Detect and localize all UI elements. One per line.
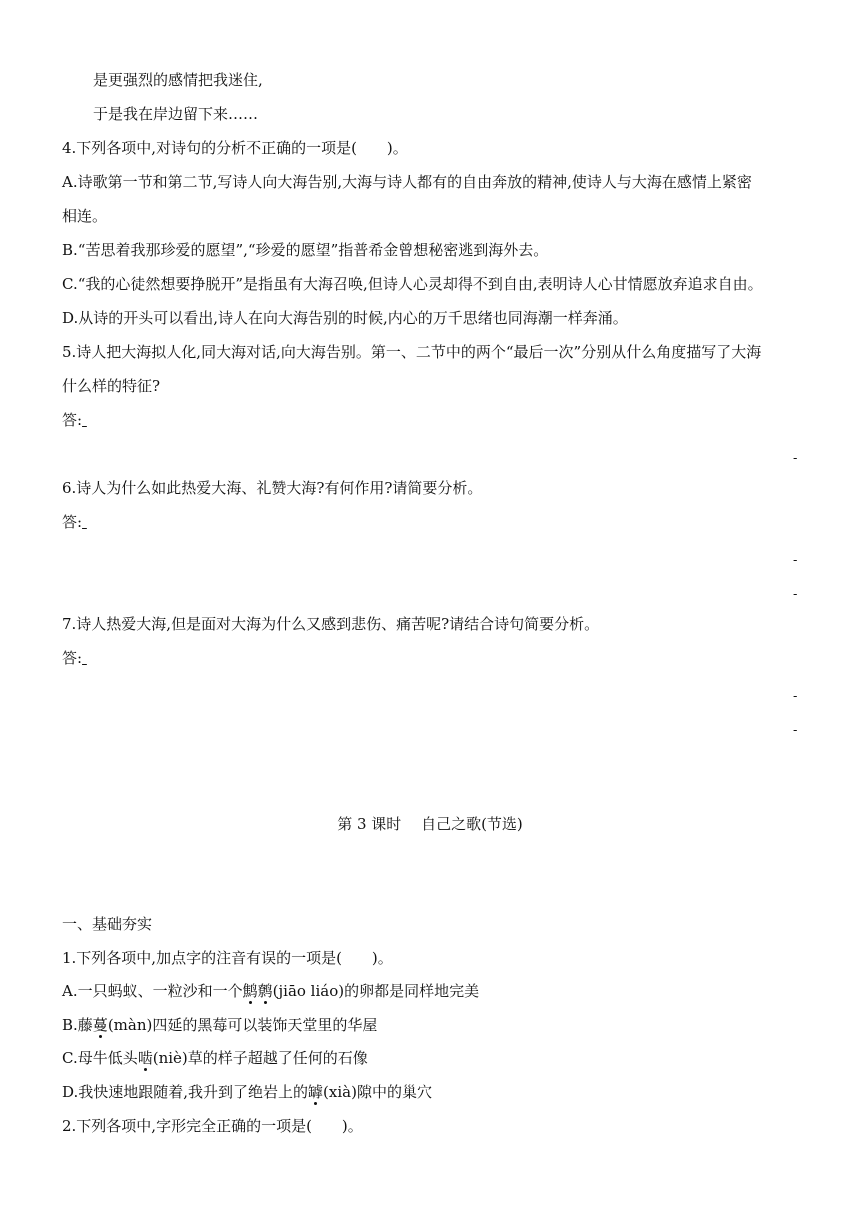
question-1-option-b: B.藤蔓(màn)四延的黑莓可以装饰天堂里的华屋 <box>62 1016 378 1034</box>
lesson-title: 第 3 课时 自己之歌(节选) <box>337 815 523 833</box>
question-5-stem-cont: 什么样的特征? <box>62 377 161 395</box>
question-1-option-c: C.母牛低头啮(niè)草的样子超越了任何的石像 <box>62 1049 368 1067</box>
question-4-option-b: B.“苦思着我那珍爱的愿望”,“珍爱的愿望”指普希金曾想秘密逃到海外去。 <box>62 241 549 259</box>
question-5-stem: 5.诗人把大海拟人化,同大海对话,向大海告别。第一、二节中的两个“最后一次”分别从什么角度描写了大海 <box>62 343 762 361</box>
question-5-answer-label: 答: <box>62 411 83 429</box>
question-6-answer-label: 答: <box>62 513 83 531</box>
dotted-char: 鹩 <box>257 982 273 1000</box>
answer-line-end: - <box>793 689 798 704</box>
dotted-char: 蔓 <box>92 1016 108 1034</box>
answer-line-end: - <box>793 587 798 602</box>
question-6-stem: 6.诗人为什么如此热爱大海、礼赞大海?有何作用?请简要分析。 <box>62 479 483 497</box>
question-7-answer-label: 答: <box>62 649 83 667</box>
question-7-stem: 7.诗人热爱大海,但是面对大海为什么又感到悲伤、痛苦呢?请结合诗句简要分析。 <box>62 615 600 633</box>
poem-line-1: 是更强烈的感情把我迷住, <box>93 71 263 89</box>
question-1-option-a: A.一只蚂蚁、一粒沙和一个鹪鹩(jiāo liáo)的卵都是同样地完美 <box>62 982 480 1000</box>
answer-line-end: - <box>793 723 798 738</box>
dotted-char: 鹪 <box>242 982 258 1000</box>
question-1-option-d: D.我快速地跟随着,我升到了绝岩上的罅(xià)隙中的巢穴 <box>62 1083 432 1101</box>
question-4-stem: 4.下列各项中,对诗句的分析不正确的一项是( )。 <box>62 139 408 157</box>
question-4-option-c: C.“我的心徒然想要挣脱开”是指虽有大海召唤,但诗人心灵却得不到自由,表明诗人心甘情愿放弃追求自由。 <box>62 275 763 293</box>
question-4-option-a-cont: 相连。 <box>62 207 108 225</box>
question-1-stem: 1.下列各项中,加点字的注音有误的一项是( )。 <box>62 949 393 967</box>
question-4-option-d: D.从诗的开头可以看出,诗人在向大海告别的时候,内心的万千思绪也同海潮一样奔涌。 <box>62 309 628 327</box>
section-heading: 一、基础夯实 <box>62 915 153 933</box>
question-2-stem: 2.下列各项中,字形完全正确的一项是( )。 <box>62 1117 363 1135</box>
question-4-option-a: A.诗歌第一节和第二节,写诗人向大海告别,大海与诗人都有的自由奔放的精神,使诗人与大海在感情上紧密 <box>62 173 752 191</box>
dotted-char: 罅 <box>308 1083 324 1101</box>
poem-line-2: 于是我在岸边留下来…… <box>93 105 259 123</box>
answer-line-end: - <box>793 553 798 568</box>
dotted-char: 啮 <box>137 1049 153 1067</box>
answer-line-end: - <box>793 451 798 466</box>
